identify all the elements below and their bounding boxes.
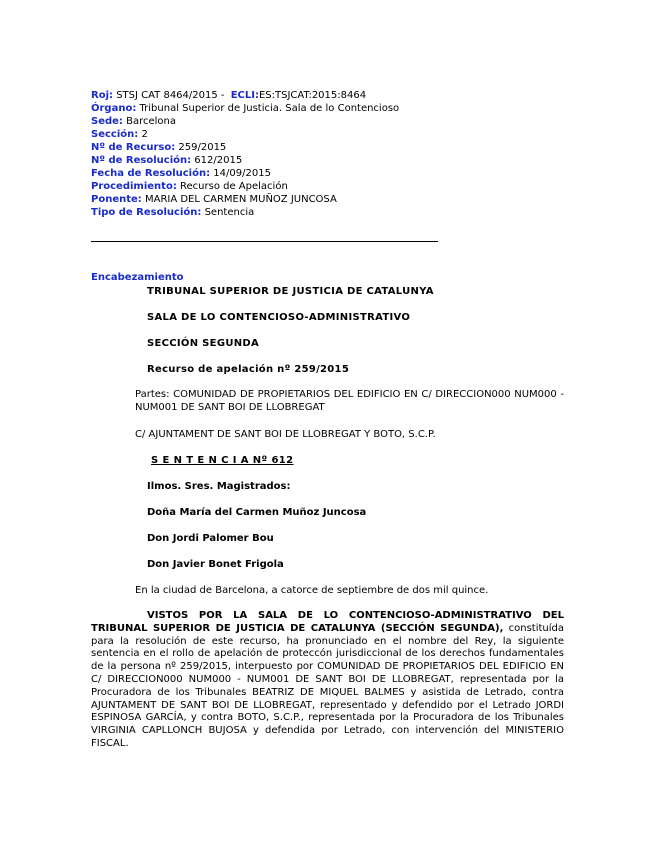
tribunal-heading: TRIBUNAL SUPERIOR DE JUSTICIA DE CATALUNYA: [147, 286, 434, 297]
vistos-body-text: constituída para la resolución de este recurso, ha pronunciado en el nombre del Rey, la siguiente sentencia en el rollo de apelación de proteccón jurisdiccional de los derechos fundamentales de la persona nº 259/2015, interpuesto por COMUNIDAD DE PROPIETARIOS DEL EDIFICIO EN C/ DIRECCION000 NUM000 - NUM001 DE SANT BOI DE LLOBREGAT, representada por la Procuradora de los Tribunales BEATRIZ DE MIQUEL BALMES y asistida de Letrado, contra AJUNTAMENT DE SANT BOI DE LLOBREGAT, representado y defendido por el Letrado JORDI ESPINOSA GARCÍA, y contra BOTO, S.C.P., representada por la Procuradora de los Tribunales VIRGINIA CAPLLONCH BUJOSA y defendida por Letrado, con intervención del MINISTERIO FISCAL.: [91, 622, 564, 749]
meta-label: Ponente:: [91, 194, 142, 205]
meta-value: Recurso de Apelación: [180, 181, 288, 192]
meta-value: 2: [141, 129, 148, 140]
metadata-block: [91, 89, 571, 219]
meta-label: Nº de Recurso:: [91, 142, 176, 153]
magistrado-name: Doña María del Carmen Muñoz Juncosa: [147, 507, 367, 518]
partes-paragraph: [135, 389, 564, 415]
ajuntament-line: C/ AJUNTAMENT DE SANT BOI DE LLOBREGAT Y BOTO, S.C.P.: [135, 429, 436, 440]
encabezamiento-heading: Encabezamiento: [91, 272, 184, 283]
meta-organo-line: [91, 102, 571, 115]
meta-label: Tipo de Resolución:: [91, 207, 202, 218]
magistrado-name: Don Jordi Palomer Bou: [147, 533, 274, 544]
meta-value: 14/09/2015: [213, 168, 271, 179]
meta-label: ECLI:: [230, 90, 259, 101]
ciudad-line: En la ciudad de Barcelona, a catorce de septiembre de dos mil quince.: [135, 585, 489, 596]
horizontal-divider: [91, 241, 438, 242]
partes-text: Partes: COMUNIDAD DE PROPIETARIOS DEL EDIFICIO EN C/ DIRECCION000 NUM000 - NUM001 DE SANT BOI DE LLOBREGAT: [135, 389, 564, 413]
meta-ponente-line: [91, 193, 571, 206]
meta-label: Fecha de Resolución:: [91, 168, 211, 179]
meta-value: MARIA DEL CARMEN MUÑOZ JUNCOSA: [144, 194, 337, 205]
meta-fecha-line: [91, 167, 571, 180]
meta-resolucion-line: [91, 154, 571, 167]
meta-label: Órgano:: [91, 103, 137, 114]
vistos-paragraph: [91, 610, 564, 751]
meta-seccion-line: [91, 128, 571, 141]
meta-label: Sección:: [91, 129, 139, 140]
vistos-bold-text: VISTOS POR LA SALA DE LO CONTENCIOSO-ADMINISTRATIVO DEL TRIBUNAL SUPERIOR DE JUSTICIA DE CATALUNYA (SECCIÓN SEGUNDA),: [91, 610, 564, 634]
meta-label: Procedimiento:: [91, 181, 177, 192]
meta-value: Sentencia: [204, 207, 255, 218]
sentencia-title: S E N T E N C I A Nº 612: [151, 455, 294, 466]
seccion-heading: SECCIÓN SEGUNDA: [147, 338, 260, 349]
meta-value: 259/2015: [178, 142, 227, 153]
recurso-heading: Recurso de apelación nº 259/2015: [147, 364, 350, 375]
meta-label: Sede:: [91, 116, 123, 127]
meta-roj-line: [91, 89, 571, 102]
magistrados-heading: Ilmos. Sres. Magistrados:: [147, 481, 291, 492]
meta-value: Barcelona: [126, 116, 177, 127]
meta-label: Nº de Resolución:: [91, 155, 192, 166]
sala-heading: SALA DE LO CONTENCIOSO-ADMINISTRATIVO: [147, 312, 411, 323]
meta-value: Tribunal Superior de Justicia. Sala de lo Contencioso: [139, 103, 400, 114]
meta-recurso-line: [91, 141, 571, 154]
magistrado-name: Don Javier Bonet Frigola: [147, 559, 284, 570]
meta-value: STSJ CAT 8464/2015 -: [116, 90, 228, 101]
meta-sede-line: [91, 115, 571, 128]
meta-tipo-line: [91, 206, 571, 219]
meta-label: Roj:: [91, 90, 113, 101]
meta-value: 612/2015: [194, 155, 243, 166]
meta-procedimiento-line: [91, 180, 571, 193]
meta-value: ES:TSJCAT:2015:8464: [258, 90, 367, 101]
